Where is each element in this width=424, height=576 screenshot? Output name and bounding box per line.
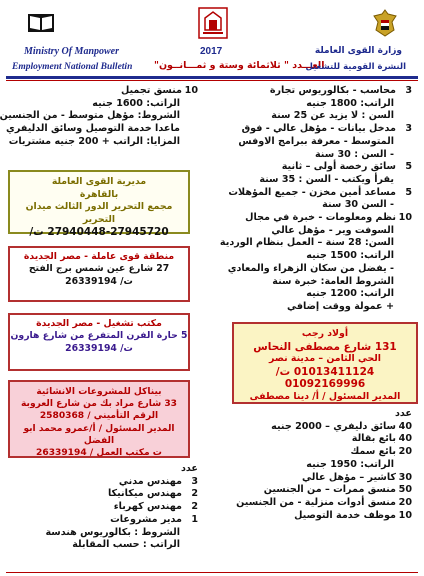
company-address: 131 شارع مصطفى النحاس (253, 340, 397, 353)
header-divider-red (6, 80, 418, 81)
company-insurance-number: الرقم التأميني / 2580368 (39, 411, 159, 422)
list-item (202, 446, 412, 459)
item-title: مدخل بيانات - مؤهل عالي - فوق (241, 123, 396, 135)
company-name: بيناكل للمشروعات الانشائية (36, 387, 162, 397)
directorate-city: بالقاهرة (79, 188, 119, 200)
item-title: منسق أدوات منزلية - من الجنسين (236, 496, 396, 508)
english-bulletin-title: Employment National Bulletin (12, 62, 133, 72)
item-count: 3 (405, 85, 412, 96)
item-detail: المتوسط - معرفة ببرامج الاوفس (238, 135, 394, 147)
employment-office-box (8, 313, 190, 371)
issue-number: العـــدد " ثلاثمائة وستة و ثمـــانــون" (154, 60, 325, 71)
item-count: 30 (398, 471, 412, 483)
item-count: 3 (405, 123, 412, 135)
arabic-ministry-title: وزارة القوى العاملة (314, 46, 402, 56)
list-item (8, 488, 198, 501)
item-detail: السوفت وير - مؤهل عالي (271, 224, 394, 236)
list-item (202, 123, 412, 136)
list-item (202, 187, 412, 200)
directorate-name: مديرية القوى العاملة (51, 176, 147, 187)
item-title: منسق تجميل (120, 85, 182, 96)
item-detail: الراتب: 1500 جنيه (306, 250, 394, 262)
item-detail: الشروط : بكالوريوس هندسة (45, 526, 180, 538)
item-detail: - يفضل من سكان الزهراء والمعادي (227, 262, 394, 274)
zone-phone: ت/ 26339194 (65, 275, 133, 287)
list-item (202, 421, 412, 434)
company-awlad-ragab-box (232, 322, 418, 404)
item-count: 20 (398, 446, 412, 458)
item-count: 5 (405, 186, 412, 198)
directorate-phone: 27940448-27945720 ت/ (29, 226, 169, 238)
item-detail: المزايا: الراتب + 200 جنيه مشتريات (8, 135, 180, 147)
item-detail: الراتب: 1600 جنيه (92, 97, 180, 109)
list-item (202, 212, 412, 225)
eagle-emblem-icon (372, 8, 398, 38)
english-ministry-title: Ministry Of Manpower (24, 46, 120, 57)
item-title: مهندس كهرباء (113, 501, 182, 513)
list-item (202, 497, 412, 510)
list-item (202, 161, 412, 174)
count-header: عدد (180, 463, 198, 474)
office-phone: ت/ 26339194 (65, 342, 133, 354)
jobs-list-right-bottom (202, 408, 412, 522)
item-count: 10 (398, 212, 412, 224)
company-manager: المدير المسئول / أ/ دينا مصطفى (249, 390, 401, 402)
item-detail: - السن : 30 سنة (314, 148, 394, 160)
bulletin-header (4, 2, 420, 82)
item-detail: الراتب: 1200 جنيه (306, 288, 394, 300)
item-count: 10 (398, 509, 412, 521)
arabic-bulletin-title: النشرة القومية للتشغيل (305, 62, 406, 72)
item-title: محاسب - بكالوريوس تجارة (269, 85, 396, 96)
list-item (8, 85, 198, 98)
year-label: 2017 (200, 46, 223, 57)
footer-divider (6, 572, 418, 573)
item-title: سائق رخصة أولى – ثانية (281, 161, 396, 173)
item-title: منسق ممرات – من الجنسين (263, 484, 396, 496)
manpower-zone-box (8, 246, 190, 302)
company-phone-2: 01092169996 (284, 378, 366, 391)
company-district: الحي الثامن – مدينة نصر (269, 353, 381, 365)
item-title: مساعد أمين مخزن - جميع المؤهلات (228, 186, 396, 198)
zone-address: 27 شارع عين شمس برج الفتح (28, 263, 170, 275)
item-detail: السن : لا يزيد عن 25 سنة (271, 110, 394, 122)
item-title: مدير مشروعات (110, 513, 182, 525)
item-detail: الراتب: 1950 جنيه (306, 458, 394, 470)
item-count: 1 (191, 513, 198, 525)
item-count: 5 (405, 161, 412, 173)
list-item (8, 514, 198, 527)
item-detail: ماعدا خدمة التوصيل وسائق الدليفري (6, 123, 180, 135)
item-detail: يقرأ ويكتب - السن : 35 سنة (259, 173, 394, 185)
open-book-icon (26, 10, 56, 36)
item-title: مهندس مدني (118, 475, 182, 487)
jobs-list-left-top (0, 85, 198, 149)
item-detail: الشروط: مؤهل متوسط - من الجنسين (0, 110, 180, 122)
count-header: عدد (394, 408, 412, 419)
company-pinnacle-box (8, 380, 190, 458)
item-detail: الشروط العامة: خبرة سنة (272, 275, 394, 287)
item-title: بائع بقالة (351, 433, 396, 445)
item-title: كاشير – مؤهل عالي (302, 471, 396, 483)
list-item (202, 85, 412, 98)
company-phone-1: 01013411124 ت/ (275, 365, 375, 378)
item-count: 2 (191, 501, 198, 513)
manpower-directorate-box (8, 170, 190, 238)
list-item (8, 476, 198, 489)
office-name: مكتب تشغيل - مصر الجديدة (36, 318, 162, 329)
zone-name: منطقة قوى عاملة - مصر الجديدة (23, 251, 175, 262)
list-item (202, 472, 412, 485)
item-detail: السن: 28 سنة – العمل بنظام الوردية (219, 237, 394, 249)
office-address: 5 حارة الفرن المتفرع من شارع هارون (10, 330, 188, 342)
item-count: 40 (398, 433, 412, 445)
item-detail: + عمولة ووقت إضافي (287, 300, 394, 312)
item-detail: الراتب : حسب المقابلة (72, 539, 180, 551)
item-title: سائق دليفري – 2000 جنيه (271, 420, 396, 432)
jobs-list-right-top (202, 85, 412, 314)
list-item (202, 484, 412, 497)
item-count: 3 (191, 475, 198, 487)
company-name: أولاد رجب (301, 328, 349, 339)
item-count: 50 (398, 484, 412, 496)
company-manager: المدير المسئول / أ/عمرو محمد ابو الفضل (23, 423, 175, 446)
item-title: مهندس ميكانيكا (107, 488, 182, 500)
item-title: نظم ومعلومات - خبرة في مجال (245, 212, 396, 224)
item-count: 40 (398, 420, 412, 432)
item-title: موظف خدمة التوصيل (294, 509, 396, 521)
company-office-phone: ت مكتب العمل / 26339194 (36, 448, 162, 459)
item-count: 10 (184, 85, 198, 96)
list-item (202, 510, 412, 523)
emblem-icon (197, 6, 229, 40)
item-count: 20 (398, 496, 412, 508)
item-count: 2 (191, 488, 198, 500)
jobs-list-left-bottom (8, 463, 198, 552)
list-item (202, 433, 412, 446)
directorate-address: مجمع التحرير الدور الثالث ميدان التحرير (25, 201, 173, 225)
item-detail: - السن 30 سنة (322, 199, 394, 211)
company-address: 33 شارع مراد بك من شارع العروبة (21, 399, 177, 410)
header-divider (6, 76, 418, 79)
list-item (8, 501, 198, 514)
item-title: بائع سمك (350, 446, 396, 458)
item-detail: الراتب: 1800 جنيه (306, 97, 394, 109)
